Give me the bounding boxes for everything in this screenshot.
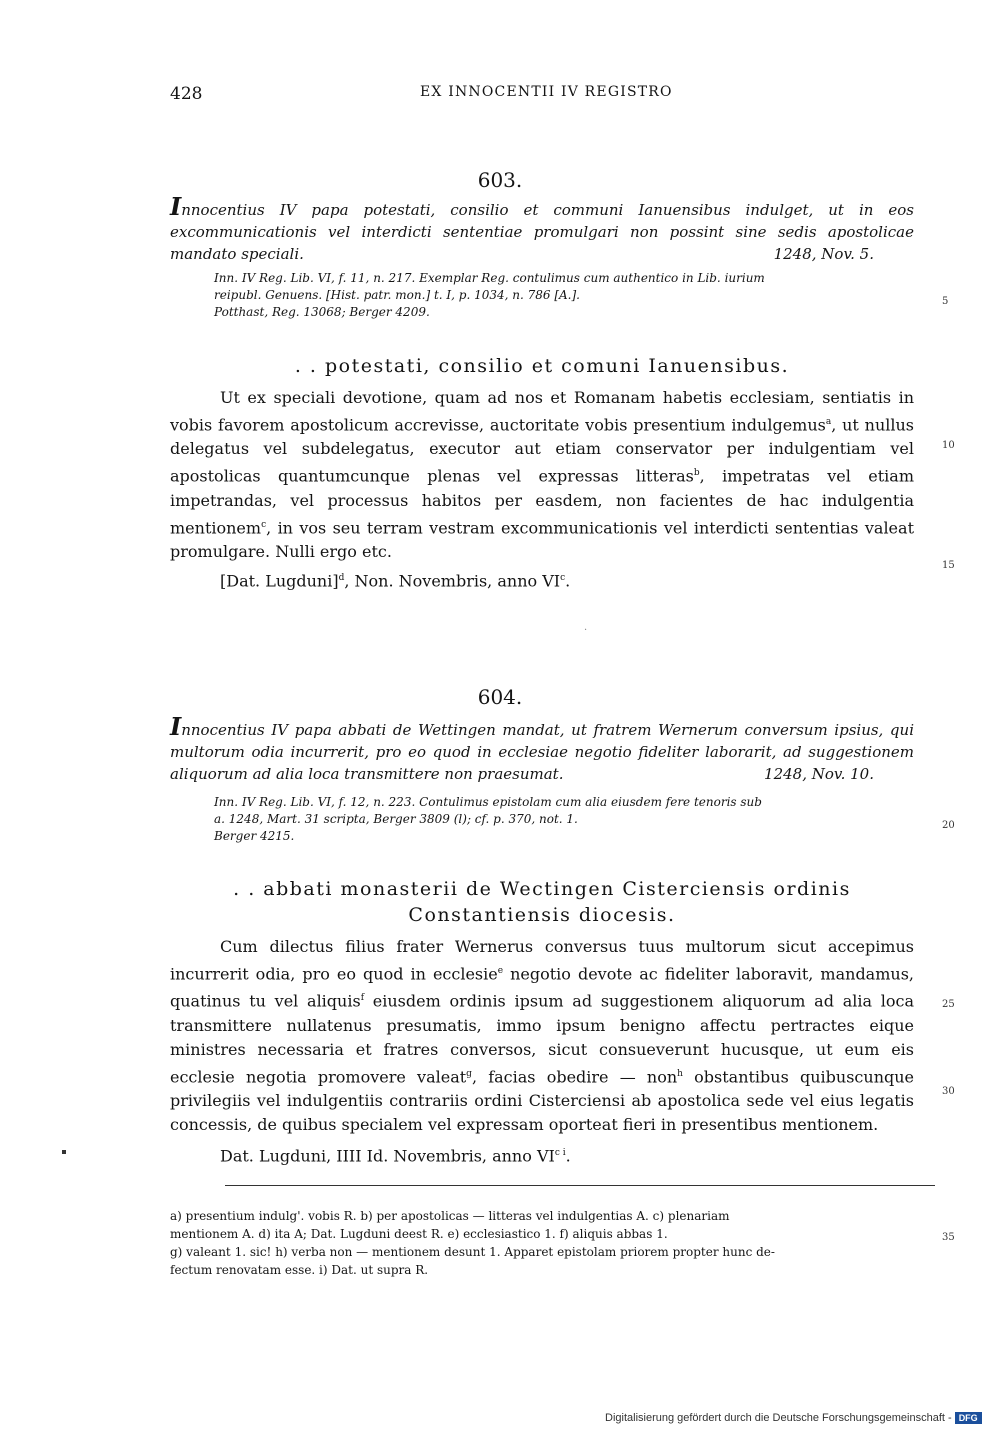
letter-body-604: Cum dilectus filius frater Wernerus conversus tuus multorum sicut accepimus incurrerit odia, pro eo quod in ecclesie$^e$ negotio devote ac fideliter laboravit, mandamus, quatinus tu vel aliquis$^f$ eiusdem ordinis ipsum ad suggestionem aliquorum ad alia loca transmittere nullatenus presumatis, immo ipsum benigno affectu pertractes eique ministres necessaria et fratres conversos, sicut consueverunt hucusque, ut eum eis ecclesie negotia promovere valeat$^g$, facias obedire — non$^h$ obstantibus quibuscunque privilegiis vel indulgentiis contrariis ordini Cisterciensi ab apostolica sede vel eius legatis concessis, de quibus specialem vel expressam oporteat fieri in presentibus mentionem. Dat. Lugduni, IIII Id. Novembris, anno $VI^{c i}$. bbox=[170, 937, 915, 1166]
footnote-mark: e bbox=[497, 966, 504, 976]
address-line: . . abbati monasterii de Wectingen Cisterciensis ordinis bbox=[233, 878, 851, 900]
body-segment: eiusdem ordinis ipsum ad suggestionem aliquorum ad alia loca transmittere nullatenus presumatis, immo ipsum benigno affectu pertractes eique ministres necessaria et fratres conversos, sicut consueverunt hucusque, ut eum eis ecclesie negotia promovere valeat bbox=[170, 991, 914, 1086]
line-number: 15 bbox=[942, 560, 955, 571]
footnote-mark: h bbox=[677, 1068, 683, 1079]
separator-dot: · bbox=[584, 625, 588, 636]
regest-text: nnocentius IV papa abbati de Wettingen mandat, ut fratrem Wernerum conversum ipsius, qui multorum odia incurrerit, pro eo quod in ecclesiae negotio fideliter laborarit, ad suggestionem aliquorum ad alia loca transmittere non praesumat. bbox=[170, 721, 914, 783]
footnote-mark: b bbox=[693, 468, 700, 479]
address-604 bbox=[170, 876, 914, 928]
body-segment: , ut nullus delegatus vel subdelegatus, executor aut etiam conservator per indulgentiam vel apostolicas quantumcunque plenas vel expressas litteras bbox=[170, 415, 914, 486]
regest-text: nnocentius IV papa potestati, consilio et communi Ianuensibus indulget, ut in eos excommunicationis vel interdicti sententiae promulgari non possint sine sedis apostolicae mandato speciali. bbox=[170, 201, 914, 263]
regest-603 bbox=[170, 192, 914, 265]
footnote-line: fectum renovatam esse. i) Dat. ut supra R. bbox=[170, 1263, 429, 1277]
dating-clause: Dat. Lugduni, IIII Id. Novembris, anno VI bbox=[220, 1146, 555, 1166]
dating-clause: , Non. Novembris, anno VI bbox=[344, 571, 561, 591]
body-segment: Cum dilectus filius frater Wernerus conversus tuus multorum sicut accepimus incurrerit odia, pro eo quod in ecclesie bbox=[170, 937, 914, 984]
footnotes bbox=[170, 1207, 958, 1279]
source-line: Inn. IV Reg. Lib. VI, f. 12, n. 223. Contulimus epistolam cum alia eiusdem fere tenoris sub bbox=[214, 795, 762, 809]
footnote-mark: a bbox=[825, 417, 832, 427]
line-number: 35 bbox=[942, 1232, 955, 1243]
regest-date: 1248, Nov. 10. bbox=[764, 765, 874, 783]
regest-date: 1248, Nov. 5. bbox=[773, 245, 874, 263]
line-number: 5 bbox=[942, 296, 949, 307]
line-number: 10 bbox=[942, 440, 955, 451]
body-segment: , in vos seu terram vestram excommunicationis vel interdicti sententias valeat promulgare. Nulli ergo etc. bbox=[170, 517, 914, 561]
footnote-line: g) valeant 1. sic! h) verba non — mentionem desunt 1. Apparet epistolam priorem propter hunc de- bbox=[170, 1245, 775, 1259]
footnote-line: a) presentium indulg'. vobis R. b) per apostolicas — litteras vel indulgentias A. c) plenariam bbox=[170, 1209, 730, 1223]
running-title: EX INNOCENTII IV REGISTRO bbox=[420, 84, 673, 100]
address-603: . . potestati, consilio et comuni Ianuensibus. bbox=[294, 355, 790, 377]
body-segment: , facias obedire — non bbox=[471, 1066, 678, 1086]
footnote-mark: g bbox=[466, 1068, 472, 1079]
source-line: reipubl. Genuens. [Hist. patr. mon.] t. I, p. 1034, n. 786 [A.]. bbox=[214, 288, 580, 302]
footnote-mark: c bbox=[560, 572, 566, 583]
margin-mark bbox=[62, 1150, 66, 1154]
document-number-604: 604. bbox=[477, 685, 523, 709]
footnote-mark: c i bbox=[554, 1147, 566, 1158]
source-line: Berger 4215. bbox=[214, 829, 295, 843]
body-segment: , impetratas vel etiam impetrandas, vel processus habitos per easdem, non facientes de hac indulgentia mentionem bbox=[170, 466, 914, 537]
source-line: a. 1248, Mart. 31 scripta, Berger 3809 (l); cf. p. 370, not. 1. bbox=[214, 812, 578, 826]
letter-body-603: Ut ex speciali devotione, quam ad nos et Romanam habetis ecclesiam, sentiatis in vobis favorem apostolicum accrevisse, auctoritate vobis presentium indulgemus$^a$, ut nullus delegatus vel subdelegatus, executor aut etiam conservator per indulgentiam vel apostolicas quantumcunque plenas vel expressas litteras$^b$, impetratas vel etiam impetrandas, vel processus habitos per easdem, non facientes de hac indulgentia mentionem$^c$, in vos seu terram vestram excommunicationis vel interdicti sententias valeat promulgare. Nulli ergo etc. [Dat. Lugduni]$^d$, Non. Novembris, anno $VI^c$. bbox=[170, 388, 914, 591]
dfg-credit-text: Digitalisierung gefördert durch die Deutsche Forschungsgemeinschaft - bbox=[605, 1412, 952, 1424]
body-segment: Ut ex speciali devotione, quam ad nos et Romanam habetis ecclesiam, sentiatis in vobis favorem apostolicum accrevisse, auctoritate vobis presentium indulgemus bbox=[170, 388, 914, 435]
footnote-mark: d bbox=[338, 572, 345, 583]
address-line: Constantiensis diocesis. bbox=[408, 904, 676, 926]
body-segment: obstantibus quibuscunque privilegiis vel indulgentiis contrariis ordini Cisterciensi ab apostolica sede vel eius legatis concessis, de quibus specialem vel expressam oporteat fieri in presentibus mentionem. bbox=[170, 1066, 915, 1134]
document-number-603: 603. bbox=[477, 168, 523, 192]
source-note-604 bbox=[214, 794, 914, 845]
regest-initial: I bbox=[170, 192, 182, 221]
footnote-mark: f bbox=[360, 993, 365, 1004]
footnote-line: mentionem A. d) ita A; Dat. Lugduni deest R. e) ecclesiastico 1. f) aliquis abbas 1. bbox=[170, 1227, 668, 1241]
line-number: 20 bbox=[942, 820, 955, 831]
dfg-credit bbox=[605, 1412, 982, 1424]
source-note-603 bbox=[214, 270, 914, 321]
line-number: 25 bbox=[942, 999, 955, 1010]
body-segment: negotio devote ac fideliter laboravit, mandamus, quatinus tu vel aliquis bbox=[170, 964, 914, 1011]
dating-clause: [Dat. Lugduni] bbox=[220, 571, 339, 591]
source-line: Inn. IV Reg. Lib. VI, f. 11, n. 217. Exemplar Reg. contulimus cum authentico in Lib. iurium bbox=[214, 271, 765, 285]
page-number: 428 bbox=[170, 84, 203, 104]
footnote-rule bbox=[225, 1185, 935, 1186]
line-number: 30 bbox=[942, 1086, 955, 1097]
footnote-mark: c bbox=[261, 519, 267, 530]
regest-604 bbox=[170, 712, 914, 785]
regest-initial: I bbox=[170, 712, 182, 741]
dfg-logo: DFG bbox=[955, 1412, 982, 1424]
source-line: Potthast, Reg. 13068; Berger 4209. bbox=[214, 305, 430, 319]
